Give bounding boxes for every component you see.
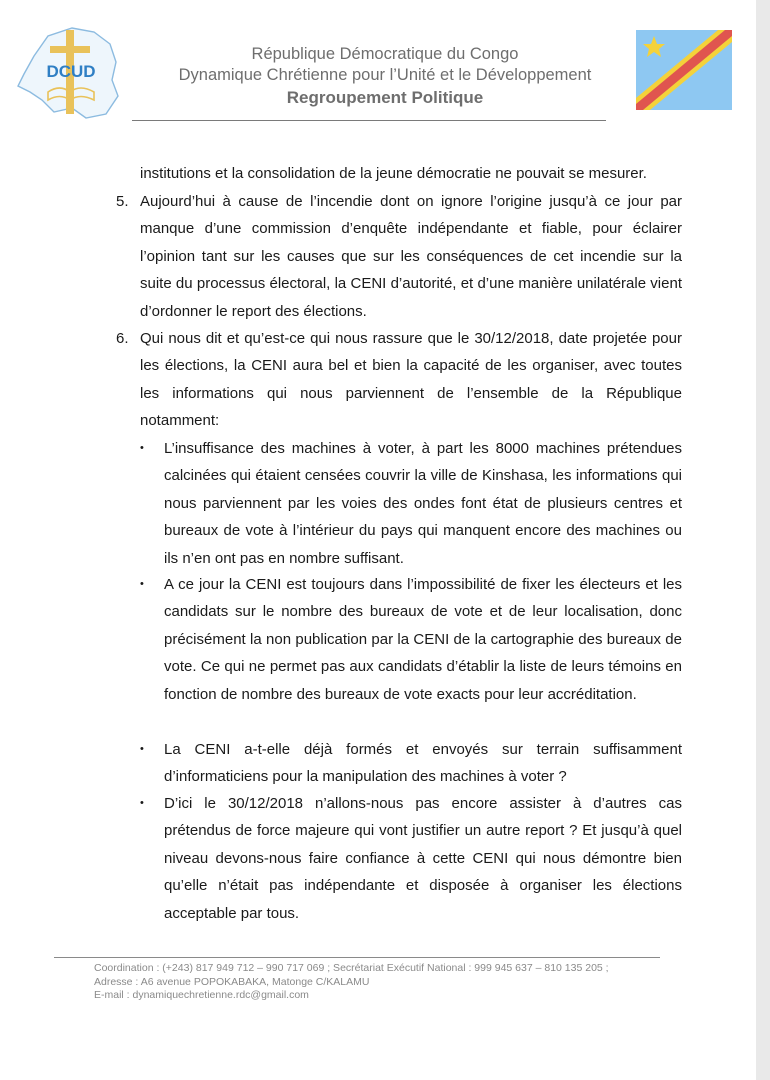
organization-type: Regroupement Politique bbox=[286, 88, 484, 107]
list-text: Aujourd’hui à cause de l’incendie dont on ignore l’origine jusqu’à ce jour par manque d’une commission d’enquête indépendante et fiable, pour éclairer l’opinion tant sur les causes que sur les conséquences de cet incendie sur la suite du processus électoral, la CENI d’autorité, et d’une manière unilatérale vient d’ordonner le report des élections. bbox=[140, 193, 682, 320]
drc-flag-icon bbox=[636, 30, 732, 110]
footer-phone-line: Coordination : (+243) 817 949 712 – 990 717 069 ; Secrétariat Exécutif National : 999 945 637 – 810 135 205 ; bbox=[94, 962, 609, 974]
bullet-text: D’ici le 30/12/2018 n’allons-nous pas encore assister à d’autres cas prétendus de force majeure qui vont justifier un autre report ? Et jusqu’à quel niveau devons-nous faire confiance à cette CENI qui nous démontre bien qu’elle n’était pas indépendante et disposée à organiser les élections acceptable par tous. bbox=[164, 795, 682, 922]
continuation-paragraph: institutions et la consolidation de la jeune démocratie ne pouvait se mesurer. bbox=[140, 165, 647, 182]
country-name: République Démocratique du Congo bbox=[251, 45, 519, 63]
bullet-symbol: • bbox=[140, 442, 144, 454]
page-edge bbox=[756, 0, 770, 1080]
bullet-symbol: • bbox=[140, 578, 144, 590]
list-text: Qui nous dit et qu’est-ce qui nous rassure que le 30/12/2018, date projetée pour les élections, la CENI aura bel et bien la capacité de les organiser, avec toutes les informations qui nous parviennent de l’ensemble de la République notamment: bbox=[140, 330, 682, 430]
contact-footer bbox=[94, 962, 694, 1003]
organization-header bbox=[150, 44, 620, 109]
bullet-text: A ce jour la CENI est toujours dans l’impossibilité de fixer les électeurs et les candidats sur le nombre des bureaux de vote et de leur localisation, donc précisément la non publication par la CENI de la cartographie des bureaux de vote. Ce qui ne permet pas aux candidats d’établir la liste de leurs témoins en fonction de nombre des bureaux de vote exacts pour leur accréditation. bbox=[164, 576, 682, 703]
logo-text: DCUD bbox=[46, 62, 96, 81]
footer-divider bbox=[54, 957, 660, 958]
list-number: 6. bbox=[116, 330, 129, 347]
header-divider bbox=[132, 120, 606, 121]
bullet-text: La CENI a-t-elle déjà formés et envoyés sur terrain suffisamment d’informaticiens pour la manipulation des machines à voter ? bbox=[164, 741, 682, 786]
bullet-symbol: • bbox=[140, 743, 144, 755]
organization-name: Dynamique Chrétienne pour l’Unité et le Développement bbox=[178, 66, 592, 84]
list-number: 5. bbox=[116, 193, 129, 210]
footer-email-line: E-mail : dynamiquechretienne.rdc@gmail.com bbox=[94, 989, 309, 1001]
dcud-logo bbox=[14, 22, 128, 122]
footer-address-line: Adresse : A6 avenue POPOKABAKA, Matonge C/KALAMU bbox=[94, 975, 370, 988]
bullet-symbol: • bbox=[140, 797, 144, 809]
bullet-text: L’insuffisance des machines à voter, à part les 8000 machines prétendues calcinées qui étaient censées couvrir la ville de Kinshasa, les informations qui nous parviennent par les voies des ondes font état de plusieurs centres et bureaux de vote à l’intérieur du pays qui manquent encore des machines ou ils n’en ont pas en nombre suffisant. bbox=[164, 440, 682, 567]
